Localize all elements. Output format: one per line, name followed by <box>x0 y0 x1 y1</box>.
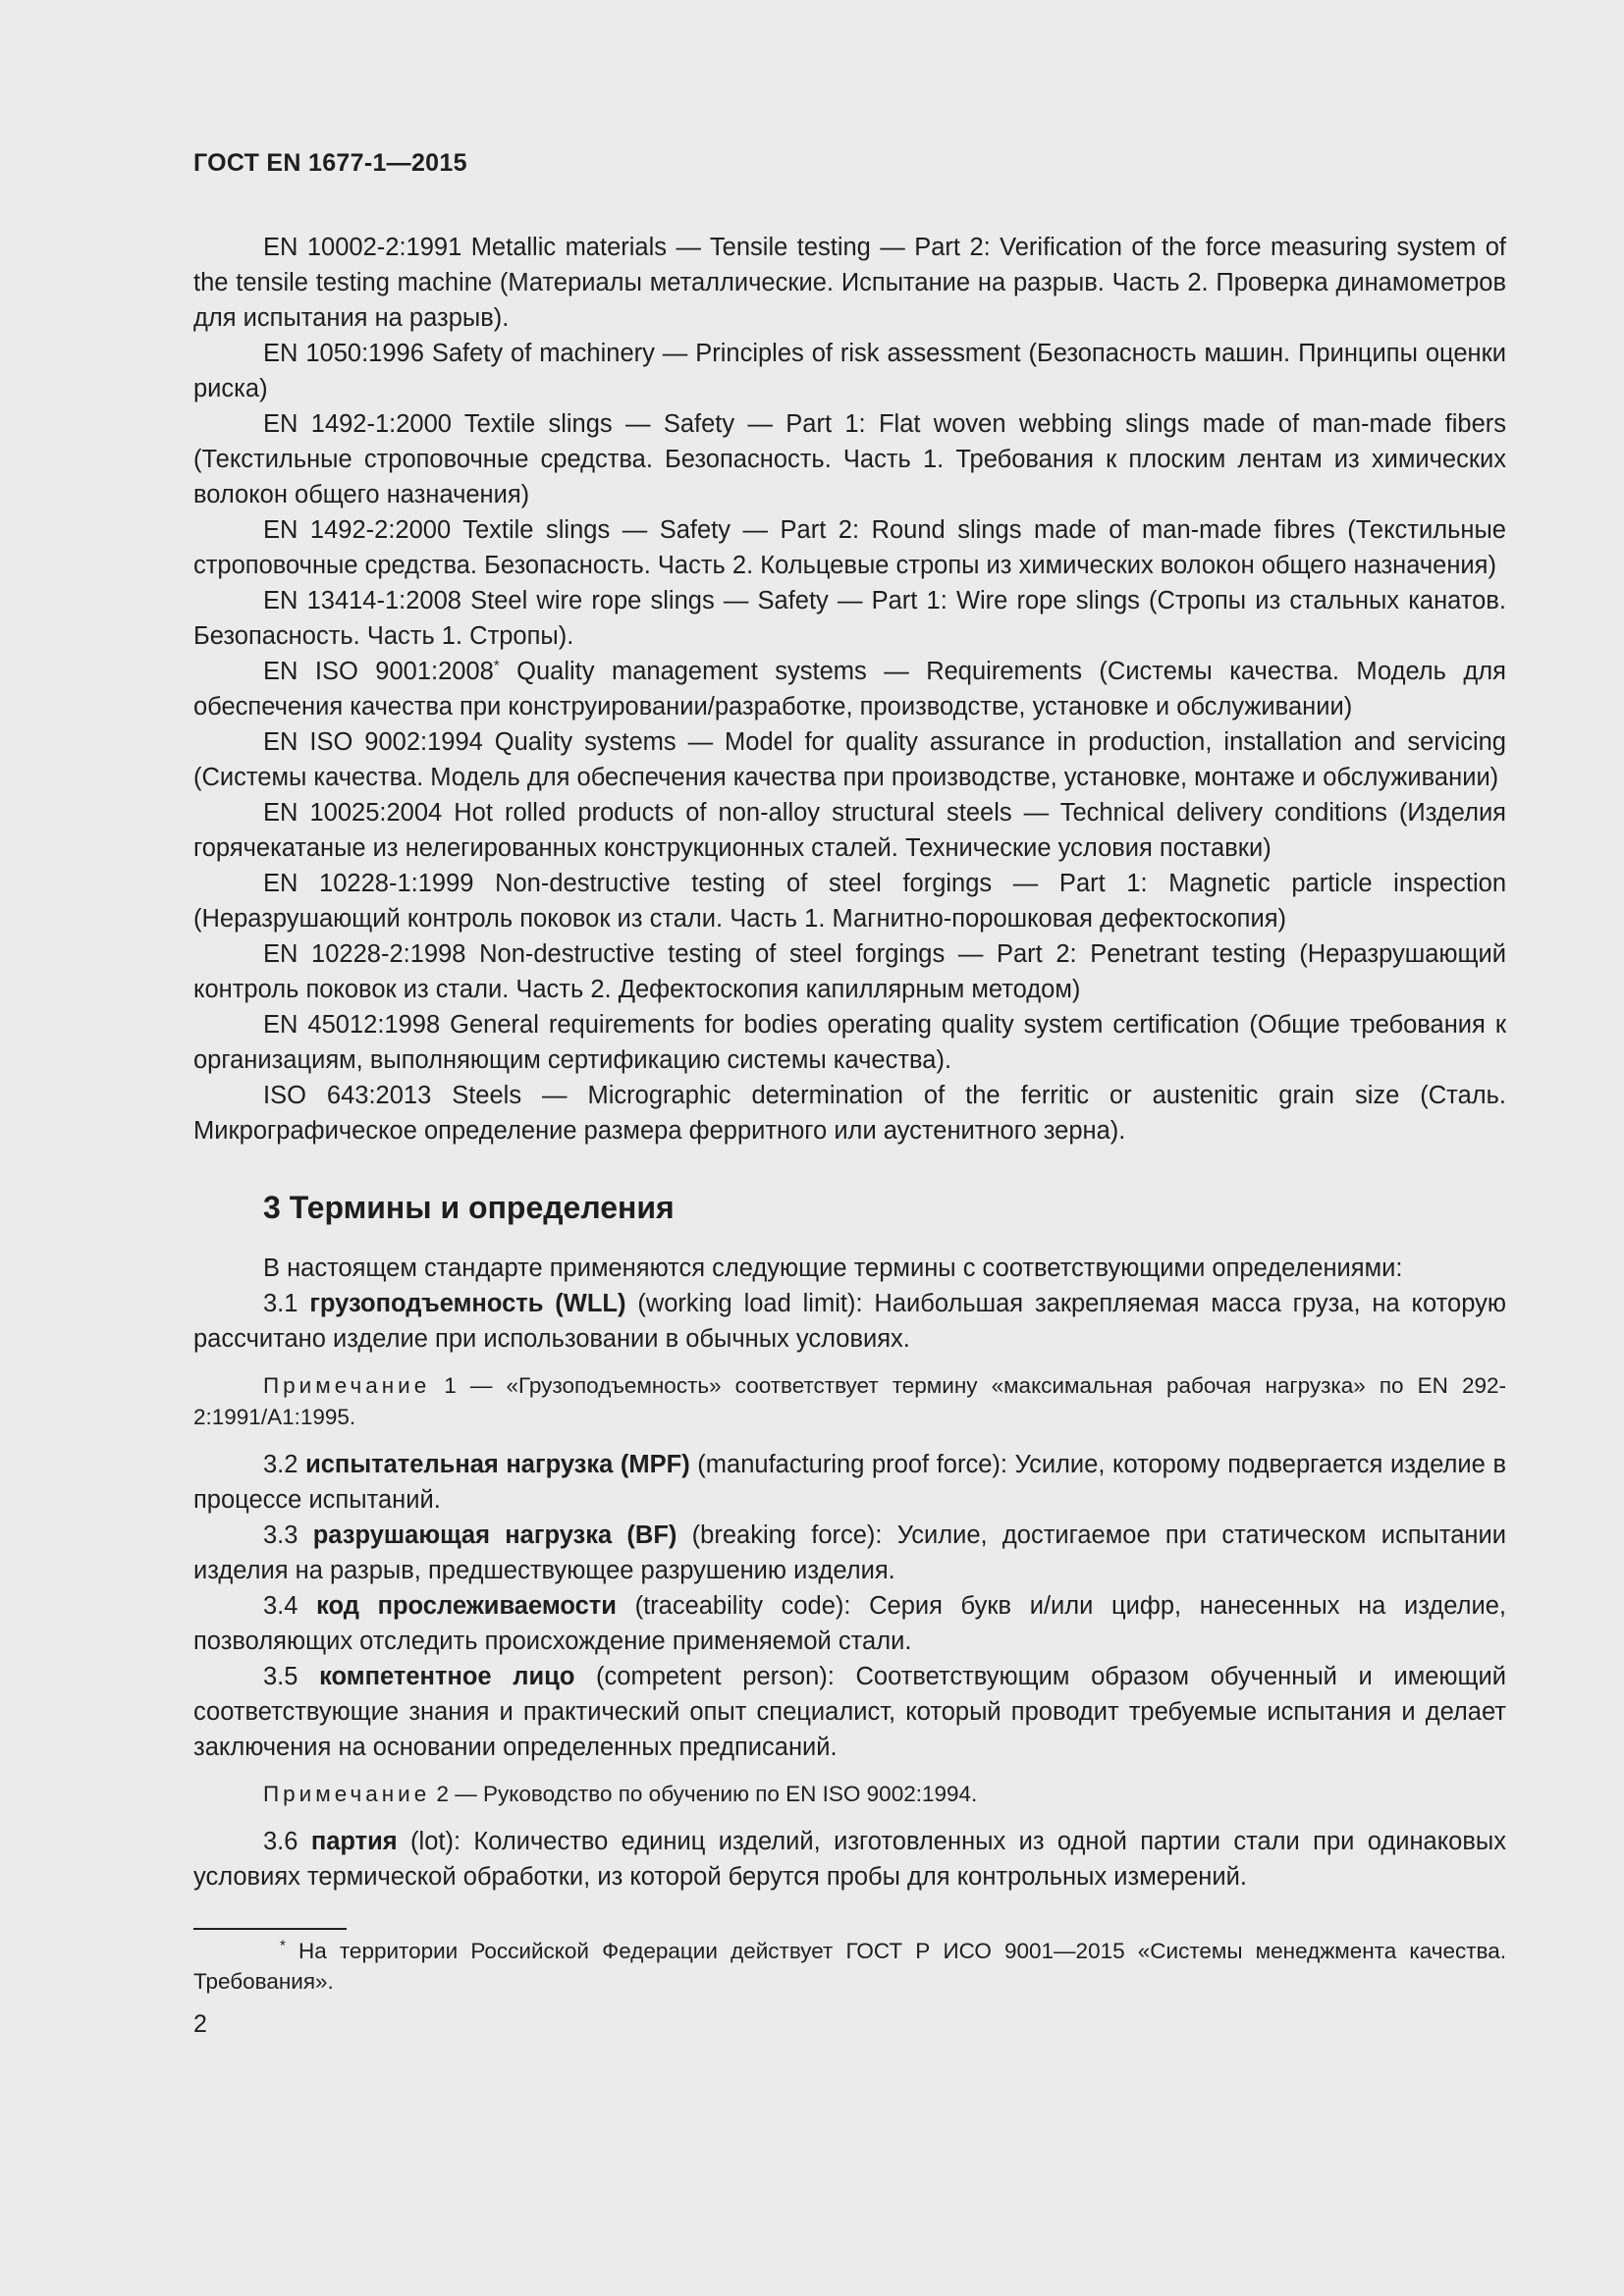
term-name: испытательная нагрузка (MPF) <box>305 1451 690 1478</box>
note-text: 2 — Руководство по обучению по EN ISO 9002:1994. <box>430 1782 978 1806</box>
term-definition <box>193 1824 1506 1895</box>
term-text: (breaking force): Усилие, достигаемое при статическом испытании изделия на разрыв, предшествующее разрушению изделия. <box>193 1522 1506 1584</box>
footnote-marker: * <box>493 657 500 674</box>
footnote <box>193 1936 1506 1997</box>
term-text: (competent person): Соответствующим образом обученный и имеющий соответствующие знания и практический опыт специалист, который проводит требуемые испытания и делает заключения на основании определенных предписаний. <box>193 1663 1506 1761</box>
reference-item: EN 45012:1998 General requirements for bodies operating quality system certification (Общие требования к организациям, выполняющим сертификацию системы качества). <box>193 1011 1506 1074</box>
term-text: (traceability code): Серия букв и/или цифр, нанесенных на изделие, позволяющих отследить происхождение применяемой стали. <box>193 1592 1506 1655</box>
term-text: (working load limit): Наибольшая закрепляемая масса груза, на которую рассчитано изделие при использовании в обычных условиях. <box>193 1290 1506 1353</box>
reference-text: Quality management systems — Requirements (Системы качества. Модель для обеспечения качества при конструировании/разработке, производстве, установке и обслуживании) <box>193 658 1506 721</box>
term-number: 3.5 <box>263 1663 320 1690</box>
term-text: (manufacturing proof force): Усилие, которому подвергается изделие в процессе испытаний. <box>193 1451 1506 1514</box>
reference-item: EN 1492-2:2000 Textile slings — Safety — Part 2: Round slings made of man-made fibres (Текстильные строповочные средства. Безопасность. Часть 2. Кольцевые стропы из химических волокон общего назначения) <box>193 516 1506 579</box>
reference-item: EN 1050:1996 Safety of machinery — Principles of risk assessment (Безопасность машин. Принципы оценки риска) <box>193 340 1506 402</box>
note-label: Примечание <box>263 1782 431 1806</box>
term-number: 3.3 <box>263 1522 313 1549</box>
footnote-text: На территории Российской Федерации действует ГОСТ Р ИСО 9001—2015 «Системы менеджмента качества. Требования». <box>193 1939 1506 1994</box>
footnote-divider <box>193 1928 347 1930</box>
term-definition <box>193 1518 1506 1588</box>
term-name: грузоподъемность (WLL) <box>309 1290 626 1317</box>
term-definition <box>193 1659 1506 1765</box>
term-number: 3.1 <box>263 1290 310 1317</box>
page-number: 2 <box>193 2010 207 2038</box>
term-name: разрушающая нагрузка (BF) <box>312 1522 677 1549</box>
note <box>193 1779 1506 1810</box>
term-name: партия <box>310 1828 398 1855</box>
reference-item: EN ISO 9002:1994 Quality systems — Model for quality assurance in production, installation and servicing (Системы качества. Модель для обеспечения качества при производстве, установке, монтаже и обслуживании) <box>193 728 1506 791</box>
term-number: 3.4 <box>263 1592 317 1620</box>
reference-item: EN 10025:2004 Hot rolled products of non-alloy structural steels — Technical delivery conditions (Изделия горячекатаные из нелегированных конструкционных сталей. Технические условия поставки) <box>193 799 1506 862</box>
reference-code: EN ISO 9001:2008 <box>263 658 494 685</box>
term-definition <box>193 1286 1506 1357</box>
term-name: компетентное лицо <box>319 1663 575 1690</box>
reference-item <box>193 654 1506 724</box>
term-number: 3.2 <box>263 1451 306 1478</box>
reference-item: EN 10228-1:1999 Non-destructive testing of steel forgings — Part 1: Magnetic particle inspection (Неразрушающий контроль поковок из стали. Часть 1. Магнитно-порошковая дефектоскопия) <box>193 870 1506 933</box>
reference-item: EN 10228-2:1998 Non-destructive testing of steel forgings — Part 2: Penetrant testing (Неразрушающий контроль поковок из стали. Часть 2. Дефектоскопия капиллярным методом) <box>193 940 1506 1003</box>
reference-item: EN 1492-1:2000 Textile slings — Safety — Part 1: Flat woven webbing slings made of man-made fibers (Текстильные строповочные средства. Безопасность. Часть 1. Требования к плоским лентам из химических волокон общего назначения) <box>193 410 1506 508</box>
section-intro: В настоящем стандарте применяются следующие термины с соответствующими определениями: <box>263 1255 1403 1282</box>
reference-item: ISO 643:2013 Steels — Micrographic determination of the ferritic or austenitic grain size (Сталь. Микрографическое определение размера ферритного или аустенитного зерна). <box>193 1082 1506 1145</box>
note <box>193 1370 1506 1433</box>
document-page <box>193 145 1506 2042</box>
document-header: ГОСТ EN 1677-1—2015 <box>193 149 467 177</box>
term-name: код прослеживаемости <box>316 1592 617 1620</box>
section-title: 3 Термины и определения <box>263 1190 675 1225</box>
reference-item: EN 10002-2:1991 Metallic materials — Tensile testing — Part 2: Verification of the force measuring system of the tensile testing machine (Материалы металлические. Испытание на разрыв. Часть 2. Проверка динамометров для испытания на разрыв). <box>193 234 1506 332</box>
normative-references <box>193 230 1506 1148</box>
footnote-marker: * <box>280 1937 286 1954</box>
note-text: 1 — «Грузоподъемность» соответствует термину «максимальная рабочая нагрузка» по EN 292-2:1991/A1:1995. <box>193 1373 1506 1429</box>
note-label: Примечание <box>263 1373 431 1398</box>
term-number: 3.6 <box>263 1828 311 1855</box>
reference-item: EN 13414-1:2008 Steel wire rope slings — Safety — Part 1: Wire rope slings (Стропы из стальных канатов. Безопасность. Часть 1. Стропы). <box>193 587 1506 650</box>
term-text: (lot): Количество единиц изделий, изготовленных из одной партии стали при одинаковых условиях термической обработки, из которой берутся пробы для контрольных измерений. <box>193 1828 1506 1891</box>
term-definition <box>193 1588 1506 1659</box>
term-definition <box>193 1447 1506 1518</box>
